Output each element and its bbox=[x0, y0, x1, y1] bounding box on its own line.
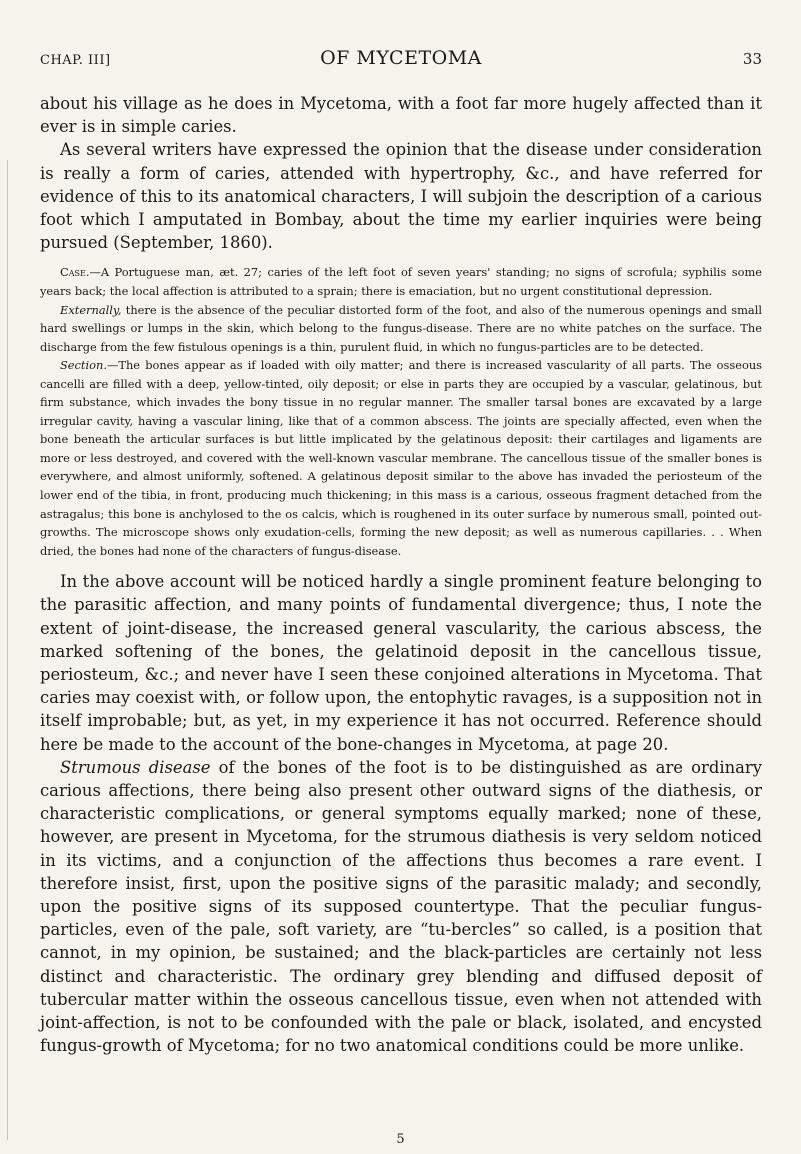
chapter-label: CHAP. III] bbox=[40, 53, 111, 68]
paragraph-caries-opinion: As several writers have expressed the opinion that the disease under consideration is really a form of caries, attended with hypertrophy, &c., and have referred for evidence of this to its anatomical characters, I will subjoin the description of a carious foot which I amputated in Bombay, about the time my earlier inquiries were being pursued (September, 1860). bbox=[40, 140, 762, 253]
paragraph-strumous bbox=[40, 756, 762, 1058]
case-paragraph bbox=[40, 263, 762, 300]
section-paragraph bbox=[40, 356, 762, 560]
paragraph-continuation: about his village as he does in Mycetoma, with a foot far more hugely affected than it ever is in simple caries. bbox=[40, 94, 762, 137]
section-label: Section. bbox=[60, 358, 107, 373]
page-body bbox=[40, 92, 762, 1057]
case-text: —A Portuguese man, æt. 27; caries of the left foot of seven years' standing; no signs of scrofula; syphilis some years back; the local affection is attributed to a sprain; there is emaciation, but no urgent constitutional depression. bbox=[40, 265, 762, 298]
externally-paragraph bbox=[40, 301, 762, 357]
strumous-text: of the bones of the foot is to be distinguished as are ordinary carious affections, there being also present other outward signs of the diathesis, or characteristic complications, or general symptoms equally marked; none of these, however, are present in Mycetoma, for the strumous diathesis is very seldom noticed in its victims, and a conjunction of the affections thus becomes a rare event. I therefore insist, first, upon the positive signs of the parasitic malady; and secondly, upon the positive signs of its supposed countertype. That the peculiar fungus-particles, even of the pale, soft variety, are “tu-bercles” so called, is a position that cannot, in my opinion, be sustained; and the black-particles are certainly not less distinct and characteristic. The ordinary grey blending and diffused deposit of tubercular matter within the osseous cancellous tissue, even when not attended with joint-affection, is not to be confounded with the pale or black, isolated, and encysted fungus-growth of Mycetoma; for no two anatomical conditions could be more unlike. bbox=[40, 757, 762, 1056]
running-header bbox=[40, 47, 762, 77]
case-label: Case. bbox=[60, 265, 90, 280]
externally-label: Externally, bbox=[60, 302, 122, 317]
section-text: —The bones appear as if loaded with oily matter; and there is increased vascularity of all parts. The osseous cancelli are filled with a deep, yellow-tinted, oily deposit; or else in parts they are occupied by a vascular, gelatinous, but firm substance, which invades the bony tissue in no regular manner. The smaller tarsal bones are excavated by a large irregular cavity, having a vascular lining, like that of a common abscess. The joints are specially affected, even when the bone beneath the articular surfaces is but little implicated by the gelatinous deposit: their cartilages and ligaments are more or less destroyed, and covered with the well-known vascular membrane. The cancellous tissue of the smaller bones is everywhere, and almost uniformly, softened. A gelatinous deposit similar to the above has invaded the periosteum of the lower end of the tibia, in front, producing much thickening; in this mass is a carious, osseous fragment detached from the astragalus; this bone is anchylosed to the os calcis, which is roughened in its outer surface by numerous small, pointed out-growths. The microscope shows only exudation-cells, forming the new deposit; as well as numerous capillaries. . . When dried, the bones had none of the characters of fungus-disease. bbox=[40, 358, 762, 558]
running-title: OF MYCETOMA bbox=[320, 47, 482, 69]
page-number: 33 bbox=[742, 50, 762, 68]
signature-mark: 5 bbox=[396, 1132, 405, 1147]
externally-text: there is the absence of the peculiar distorted form of the foot, and also of the numerous openings and small hard swellings or lumps in the skin, which belong to the fungus-disease. There are no white patches on the surface. The discharge from the few fistulous openings is a thin, purulent fluid, in which no fungus-particles are to be detected. bbox=[40, 302, 762, 354]
paragraph-discussion: In the above account will be noticed hardly a single prominent feature belonging to the parasitic affection, and many points of fundamental divergence; thus, I note the extent of joint-disease, the increased general vascularity, the carious abscess, the marked softening of the bones, the gelatinoid deposit in the cancellous tissue, periosteum, &c.; and never have I seen these conjoined alterations in Mycetoma. That caries may coexist with, or follow upon, the entophytic ravages, is a supposition not in itself improbable; but, as yet, in my experience it has not occurred. Reference should here be made to the account of the bone-changes in Mycetoma, at page 20. bbox=[40, 572, 762, 754]
page-edge-shadow bbox=[7, 160, 8, 1140]
strumous-label: Strumous disease bbox=[60, 757, 211, 777]
